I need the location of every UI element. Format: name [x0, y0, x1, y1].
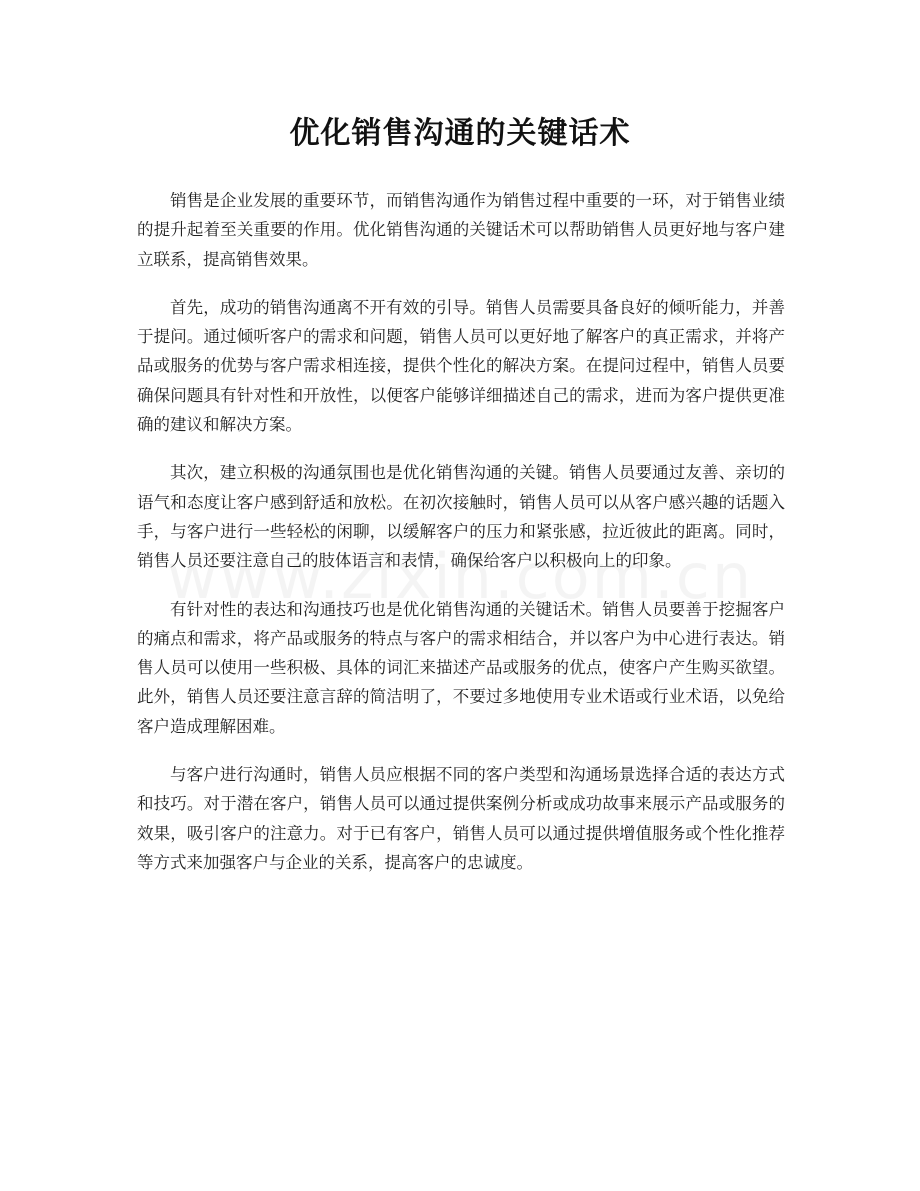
document-title: 优化销售沟通的关键话术	[289, 116, 631, 151]
paragraph-customer-types: 与客户进行沟通时，销售人员应根据不同的客户类型和沟通场景选择合适的表达方式和技巧。对于潜在客户，销售人员可以通过提供案例分析或成功故事来展示产品或服务的效果，吸引客户的注意力。对于已有客户，销售人员可以通过提供增值服务或个性化推荐等方式来加强客户与企业的关系，提高客户的忠诚度。	[137, 765, 785, 872]
paragraph-expression: 有针对性的表达和沟通技巧也是优化销售沟通的关键话术。销售人员要善于挖掘客户的痛点和需求，将产品或服务的特点与客户的需求相结合，并以客户为中心进行表达。销售人员可以使用一些积极、具体的词汇来描述产品或服务的优点，使客户产生购买欲望。此外，销售人员还要注意言辞的简洁明了，不要过多地使用专业术语或行业术语，以免给客户造成理解困难。	[137, 599, 785, 736]
paragraph-atmosphere: 其次，建立积极的沟通氛围也是优化销售沟通的关键。销售人员要通过友善、亲切的语气和态度让客户感到舒适和放松。在初次接触时，销售人员可以从客户感兴趣的话题入手，与客户进行一些轻松的闲聊，以缓解客户的压力和紧张感，拉近彼此的距离。同时，销售人员还要注意自己的肢体语言和表情，确保给客户以积极向上的印象。	[137, 463, 785, 571]
paragraph-guidance: 首先，成功的销售沟通离不开有效的引导。销售人员需要具备良好的倾听能力，并善于提问。通过倾听客户的需求和问题，销售人员可以更好地了解客户的真正需求，并将产品或服务的优势与客户需求相连接，提供个性化的解决方案。在提问过程中，销售人员要确保问题具有针对性和开放性，以便客户能够详细描述自己的需求，进而为客户提供更准确的建议和解决方案。	[137, 297, 785, 435]
document-body	[137, 186, 785, 896]
paragraph-intro: 销售是企业发展的重要环节，而销售沟通作为销售过程中重要的一环，对于销售业绩的提升起着至关重要的作用。优化销售沟通的关键话术可以帮助销售人员更好地与客户建立联系，提高销售效果。	[137, 191, 785, 269]
